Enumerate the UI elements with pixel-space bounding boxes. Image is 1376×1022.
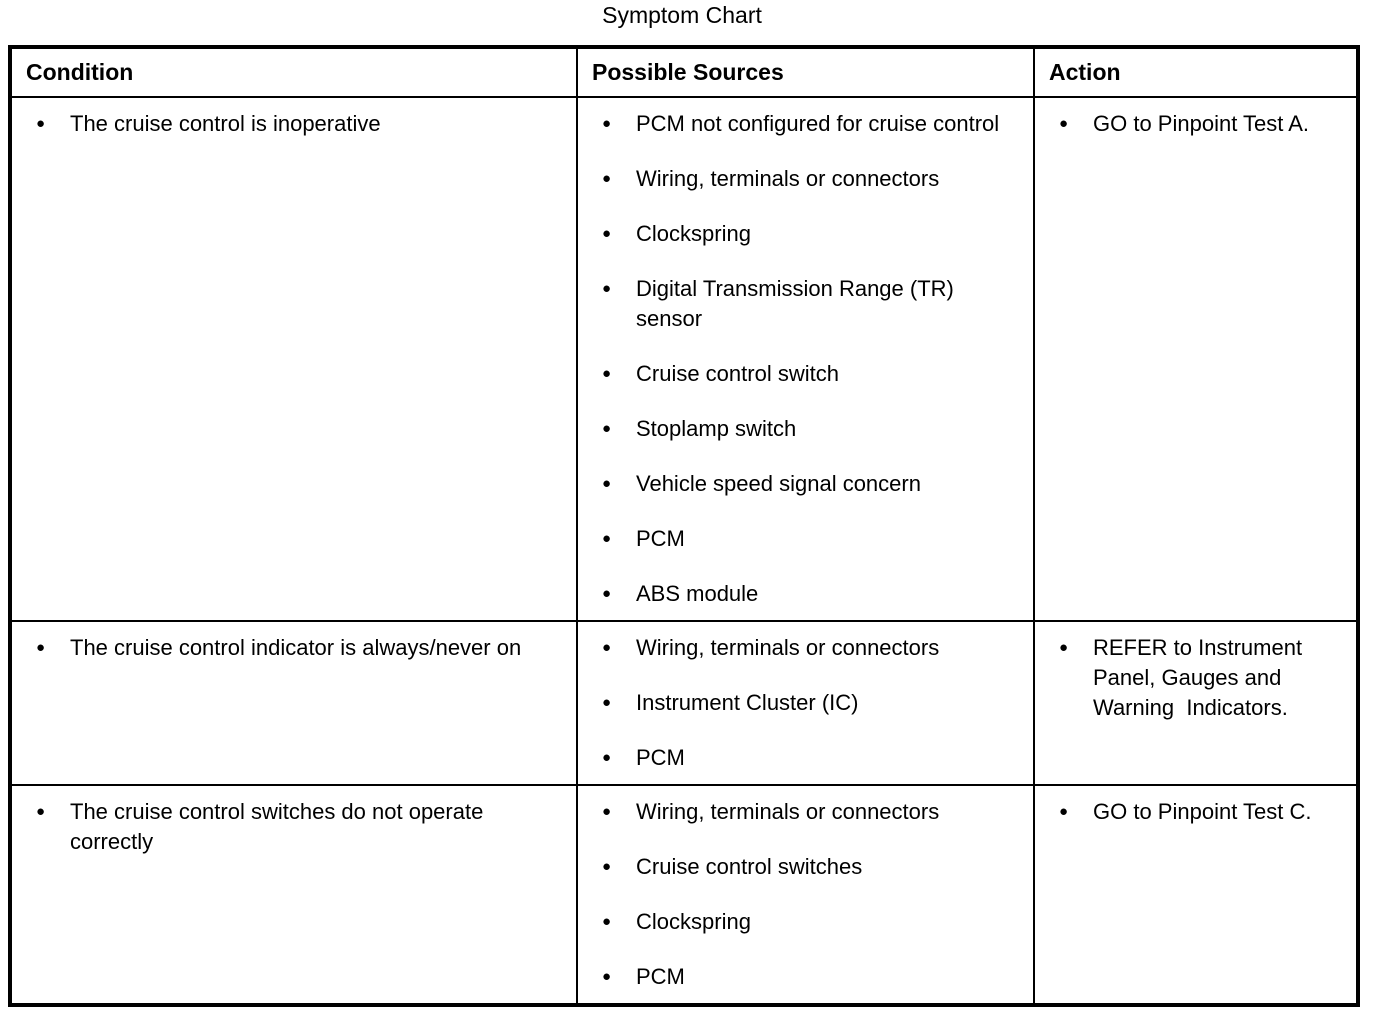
bullet-icon: ● <box>602 225 612 242</box>
bullet-icon: ● <box>36 803 46 820</box>
list-item <box>578 743 1025 773</box>
action-cell <box>1034 97 1358 621</box>
source-text: Wiring, terminals or connectors <box>636 799 940 824</box>
condition-list <box>12 633 568 663</box>
condition-text: The cruise control switches do not operate correctly <box>70 799 490 854</box>
header-row <box>10 47 1358 97</box>
source-text: ABS module <box>636 581 759 606</box>
bullet-icon: ● <box>602 280 612 297</box>
list-item <box>578 688 1025 718</box>
bullet-icon: ● <box>602 115 612 132</box>
action-text: REFER to Instrument Panel, Gauges and Warning Indicators. <box>1093 635 1309 720</box>
column-header-action: Action <box>1034 47 1358 97</box>
source-text: PCM <box>636 964 685 989</box>
list-item <box>578 524 1025 554</box>
list-item <box>12 633 568 663</box>
list-item <box>578 414 1025 444</box>
list-item <box>578 274 1025 334</box>
bullet-icon: ● <box>602 968 612 985</box>
sources-list <box>578 797 1025 992</box>
bullet-icon: ● <box>602 420 612 437</box>
source-text: Wiring, terminals or connectors <box>636 166 940 191</box>
condition-text: The cruise control indicator is always/never on <box>70 635 522 660</box>
condition-list <box>12 109 568 139</box>
bullet-icon: ● <box>1059 803 1069 820</box>
bullet-icon: ● <box>1059 639 1069 656</box>
condition-text: The cruise control is inoperative <box>70 111 381 136</box>
list-item <box>578 797 1025 827</box>
source-text: Instrument Cluster (IC) <box>636 690 859 715</box>
sources-list <box>578 109 1025 609</box>
bullet-icon: ● <box>1059 115 1069 132</box>
bullet-icon: ● <box>36 115 46 132</box>
table-row <box>10 621 1358 785</box>
bullet-icon: ● <box>602 365 612 382</box>
action-list <box>1035 109 1348 139</box>
bullet-icon: ● <box>602 530 612 547</box>
list-item <box>12 109 568 139</box>
list-item <box>578 852 1025 882</box>
list-item <box>578 469 1025 499</box>
list-item <box>578 359 1025 389</box>
table-row <box>10 97 1358 621</box>
column-header-possible-sources: Possible Sources <box>577 47 1034 97</box>
list-item <box>1035 633 1348 723</box>
list-item <box>578 219 1025 249</box>
source-text: Digital Transmission Range (TR) sensor <box>636 276 960 331</box>
possible-sources-cell <box>577 97 1034 621</box>
bullet-icon: ● <box>36 639 46 656</box>
list-item <box>578 109 1025 139</box>
bullet-icon: ● <box>602 694 612 711</box>
sources-list <box>578 633 1025 773</box>
list-item <box>578 907 1025 937</box>
source-text: Cruise control switches <box>636 854 863 879</box>
list-item <box>578 579 1025 609</box>
bullet-icon: ● <box>602 639 612 656</box>
action-cell <box>1034 621 1358 785</box>
action-text: GO to Pinpoint Test A. <box>1093 111 1310 136</box>
condition-list <box>12 797 568 857</box>
bullet-icon: ● <box>602 475 612 492</box>
list-item <box>578 633 1025 663</box>
bullet-icon: ● <box>602 858 612 875</box>
source-text: PCM <box>636 745 685 770</box>
source-text: PCM <box>636 526 685 551</box>
action-list <box>1035 797 1348 827</box>
column-header-condition: Condition <box>10 47 577 97</box>
bullet-icon: ● <box>602 585 612 602</box>
action-text: GO to Pinpoint Test C. <box>1093 799 1312 824</box>
source-text: Vehicle speed signal concern <box>636 471 921 496</box>
list-item <box>578 164 1025 194</box>
possible-sources-cell <box>577 785 1034 1005</box>
source-text: Clockspring <box>636 909 751 934</box>
list-item <box>578 962 1025 992</box>
bullet-icon: ● <box>602 803 612 820</box>
list-item <box>1035 109 1348 139</box>
page-title: Symptom Chart <box>602 2 762 28</box>
bullet-icon: ● <box>602 170 612 187</box>
symptom-table <box>8 45 1360 1007</box>
source-text: Cruise control switch <box>636 361 839 386</box>
list-item <box>12 797 568 857</box>
bullet-icon: ● <box>602 913 612 930</box>
table-row <box>10 785 1358 1005</box>
condition-cell <box>10 785 577 1005</box>
condition-cell <box>10 97 577 621</box>
action-cell <box>1034 785 1358 1005</box>
action-list <box>1035 633 1348 723</box>
bullet-icon: ● <box>602 749 612 766</box>
source-text: Clockspring <box>636 221 751 246</box>
source-text: PCM not configured for cruise control <box>636 111 1000 136</box>
condition-cell <box>10 621 577 785</box>
list-item <box>1035 797 1348 827</box>
possible-sources-cell <box>577 621 1034 785</box>
source-text: Stoplamp switch <box>636 416 797 441</box>
source-text: Wiring, terminals or connectors <box>636 635 940 660</box>
